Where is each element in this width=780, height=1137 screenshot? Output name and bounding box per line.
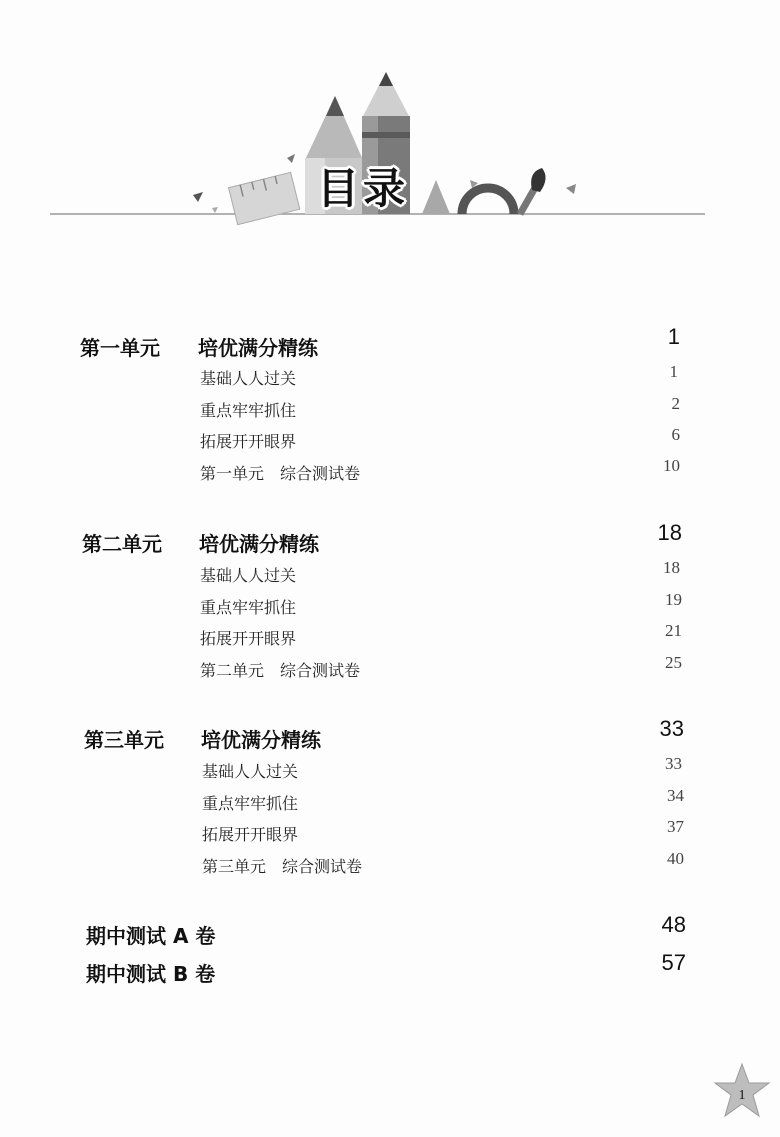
toc-item[interactable]: 第二单元 综合测试卷 xyxy=(200,661,361,680)
exam-page-number: 57 xyxy=(661,950,686,975)
unit-title[interactable]: 培优满分精练 xyxy=(198,336,318,360)
toc-item-page: 1 xyxy=(669,362,678,381)
toc-item[interactable]: 基础人人过关 xyxy=(200,369,297,388)
page-title: 目录 xyxy=(316,164,409,213)
toc-item[interactable]: 拓展开开眼界 xyxy=(202,825,299,844)
toc-item-page: 37 xyxy=(667,817,684,836)
unit-title[interactable]: 培优满分精练 xyxy=(201,728,321,752)
toc-item-page: 40 xyxy=(667,849,684,868)
unit-page-number: 33 xyxy=(659,716,684,741)
unit-page-number: 18 xyxy=(657,520,682,545)
page-number-badge xyxy=(712,1062,772,1120)
toc-item[interactable]: 基础人人过关 xyxy=(200,566,297,585)
toc-item[interactable]: 第一单元 综合测试卷 xyxy=(200,464,361,483)
toc-item-page: 19 xyxy=(665,590,682,609)
toc-item-page: 34 xyxy=(667,786,684,805)
toc-item[interactable]: 基础人人过关 xyxy=(202,762,299,781)
toc-item-page: 25 xyxy=(665,653,682,672)
toc-item-page: 33 xyxy=(665,754,682,773)
toc-exam-b[interactable]: 期中测试 B 卷 xyxy=(86,962,216,986)
page-number: 1 xyxy=(738,1088,746,1103)
toc-header xyxy=(0,0,780,230)
toc-item[interactable]: 重点牢牢抓住 xyxy=(200,598,297,617)
toc-exam-a[interactable]: 期中测试 A 卷 xyxy=(86,924,216,948)
unit-label[interactable]: 第二单元 xyxy=(82,532,162,556)
toc-item-page: 21 xyxy=(665,621,682,640)
unit-page-number: 1 xyxy=(667,324,680,349)
toc-item[interactable]: 拓展开开眼界 xyxy=(200,432,297,451)
toc-item[interactable]: 拓展开开眼界 xyxy=(200,629,297,648)
toc-item-page: 6 xyxy=(671,425,680,444)
toc-item[interactable]: 重点牢牢抓住 xyxy=(200,401,297,420)
toc-item[interactable]: 第三单元 综合测试卷 xyxy=(202,857,363,876)
toc-item[interactable]: 重点牢牢抓住 xyxy=(202,794,299,813)
unit-title[interactable]: 培优满分精练 xyxy=(199,532,319,556)
unit-label[interactable]: 第一单元 xyxy=(80,336,160,360)
toc-item-page: 2 xyxy=(671,394,680,413)
toc-item-page: 10 xyxy=(663,456,680,475)
toc-item-page: 18 xyxy=(663,558,680,577)
exam-page-number: 48 xyxy=(661,912,686,937)
unit-label[interactable]: 第三单元 xyxy=(84,728,164,752)
